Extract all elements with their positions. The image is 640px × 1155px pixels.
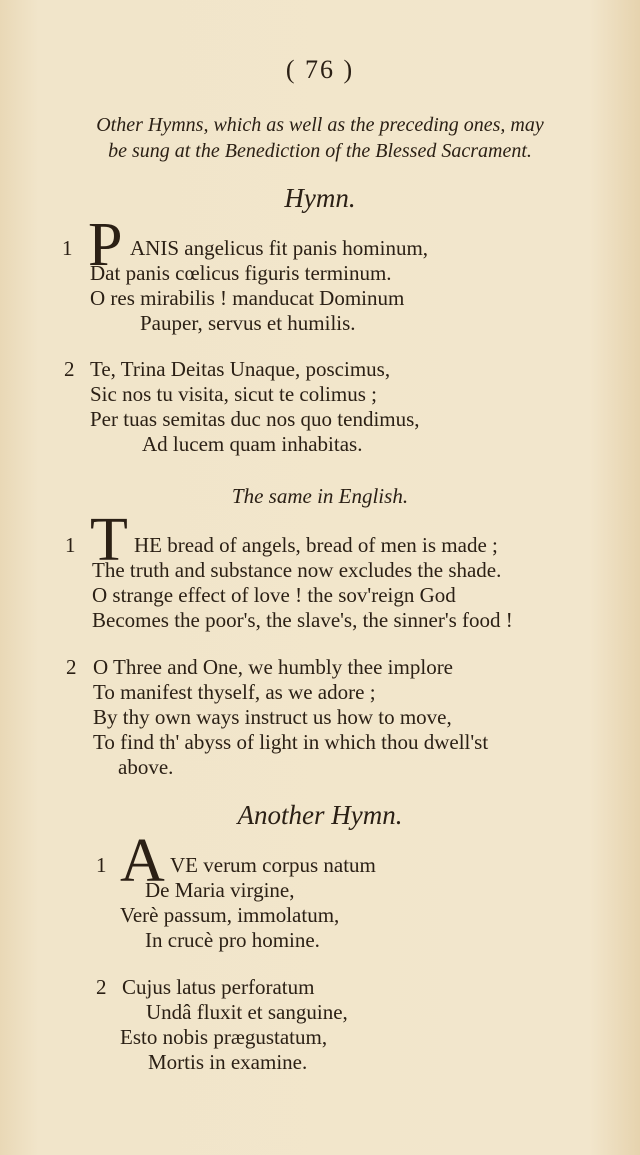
page-number: ( 76 ) — [285, 55, 355, 84]
verse-line: O Three and One, we humbly thee implore — [93, 655, 454, 679]
stanza-number: 2 — [64, 357, 75, 381]
verse-line: The truth and substance now excludes the shade. — [92, 558, 502, 582]
verse-line: Verè passum, immolatum, — [120, 903, 340, 927]
verse-line: Mortis in examine. — [148, 1050, 308, 1074]
verse-line: Undâ fluxit et sanguine, — [146, 1000, 348, 1024]
stanza-number: 1 — [96, 853, 107, 877]
verse-line: Sic nos tu visita, sicut te colimus ; — [90, 382, 377, 406]
verse-line: In crucè pro homine. — [145, 928, 320, 952]
verse-line: HE bread of angels, bread of men is made ; — [134, 533, 498, 557]
stanza-number: 2 — [66, 655, 77, 679]
verse-line: Per tuas semitas duc nos quo tendimus, — [90, 407, 420, 431]
verse-line: Te, Trina Deitas Unaque, poscimus, — [90, 357, 391, 381]
hymn-heading: Another Hymn. — [237, 800, 403, 830]
verse-line: Ad lucem quam inhabitas. — [142, 432, 363, 456]
verse-line: To manifest thyself, as we adore ; — [93, 680, 376, 704]
verse-line: Dat panis cœlicus figuris terminum. — [90, 261, 392, 285]
verse-line: By thy own ways instruct us how to move, — [93, 705, 452, 729]
intro-line-1: Other Hymns, which as well as the preceding ones, may — [96, 114, 544, 136]
verse-line: O strange effect of love ! the sov'reign God — [92, 583, 456, 607]
verse-line: ANIS angelicus fit panis hominum, — [130, 236, 429, 260]
verse-line: Becomes the poor's, the slave's, the sinner's food ! — [92, 608, 513, 632]
verse-line: above. — [118, 755, 174, 779]
stanza-number: 1 — [62, 236, 73, 260]
verse-line: To find th' abyss of light in which thou dwell'st — [93, 730, 489, 754]
verse-line: VE verum corpus natum — [170, 853, 376, 877]
verse-line: Esto nobis prægustatum, — [120, 1025, 328, 1049]
intro-line-2: be sung at the Benediction of the Blessed Sacrament. — [108, 140, 532, 162]
section-heading: The same in English. — [231, 484, 409, 508]
drop-cap: T — [90, 506, 128, 574]
verse-line: Pauper, servus et humilis. — [140, 311, 356, 335]
hymn-heading: Hymn. — [284, 183, 356, 213]
stanza-number: 1 — [65, 533, 76, 557]
verse-line: O res mirabilis ! manducat Dominum — [90, 286, 405, 310]
drop-cap: A — [120, 827, 165, 895]
verse-line: De Maria virgine, — [145, 878, 295, 902]
drop-cap: P — [88, 211, 123, 279]
stanza-number: 2 — [96, 975, 107, 999]
verse-line: Cujus latus perforatum — [122, 975, 315, 999]
